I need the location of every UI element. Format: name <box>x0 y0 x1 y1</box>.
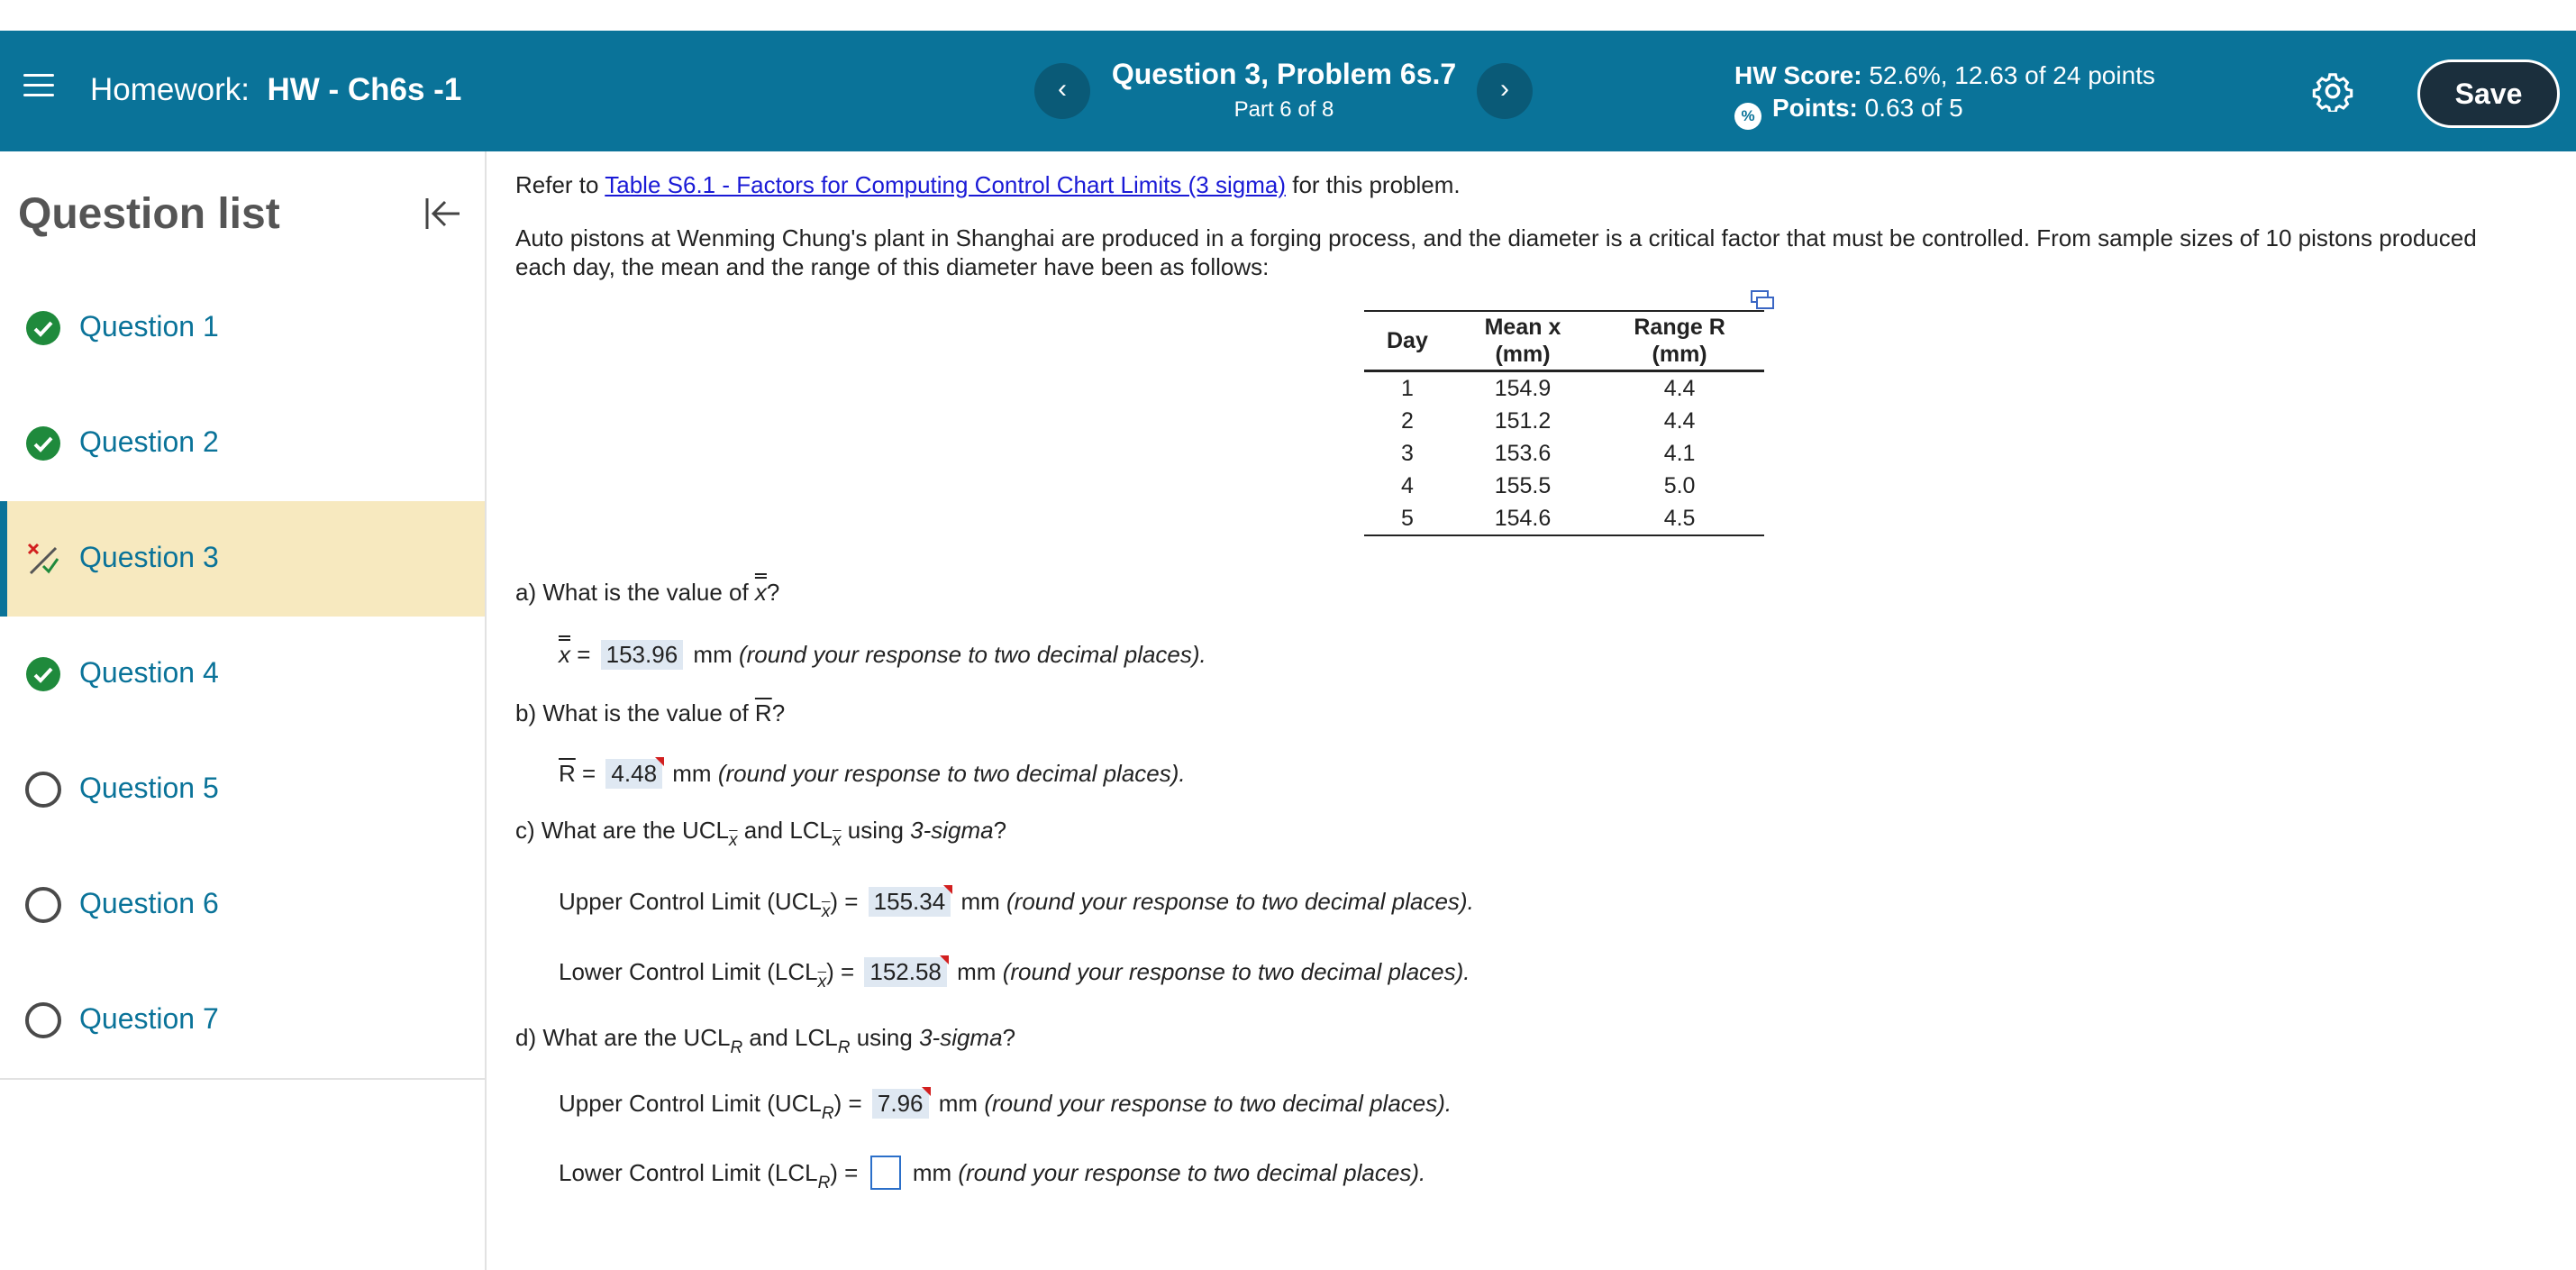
sidebar-item-question-7[interactable] <box>0 963 485 1078</box>
top-strip <box>0 0 2576 31</box>
column-header-range: Range R (mm) <box>1595 311 1764 371</box>
question-list-title: Question list <box>18 190 280 238</box>
next-question-button[interactable]: › <box>1477 63 1533 119</box>
question-d: d) What are the $UCL_R$ and $LCL_R$ using 3-sigma? <box>515 1024 1016 1057</box>
sidebar-item-question-6[interactable] <box>0 847 485 963</box>
collapse-sidebar-icon[interactable] <box>420 191 465 236</box>
question-label: Question 5 <box>79 772 219 804</box>
partial-credit-icon <box>25 541 61 577</box>
question-label: Question 3 <box>79 541 219 573</box>
question-a: a) What is the value of x? <box>515 579 780 606</box>
table-row: 3 153.6 4.1 <box>1400 441 1696 466</box>
menu-icon[interactable] <box>23 74 54 101</box>
answer-a-line: x = 153.96 mm (round your response to two decimal places). <box>559 641 1206 668</box>
answer-c-lcl-value[interactable]: 152.58 <box>864 957 947 987</box>
check-circle-icon <box>25 425 61 461</box>
empty-circle-icon <box>25 1002 61 1038</box>
save-button[interactable]: Save <box>2417 59 2560 128</box>
answer-d-ucl-line: Upper Control Limit $(UCL_R) = 7.96$ mm (round your response to two decimal places). <box>559 1090 1452 1123</box>
table-reference-link[interactable]: Table S6.1 - Factors for Computing Control Chart Limits (3 sigma) <box>605 171 1286 198</box>
partial-score-icon: % <box>1734 103 1761 130</box>
answer-a-value[interactable]: 153.96 <box>601 640 684 670</box>
check-circle-icon <box>25 310 61 346</box>
empty-circle-icon <box>25 772 61 808</box>
question-label: Question 4 <box>79 656 219 689</box>
empty-circle-icon <box>25 887 61 923</box>
table-row: 2 151.2 4.4 <box>1400 408 1696 434</box>
previous-question-button[interactable]: ‹ <box>1034 63 1090 119</box>
data-table <box>1364 310 1764 536</box>
reference-line: Refer to Table S6.1 - Factors for Computing Control Chart Limits (3 sigma) for this problem. <box>515 171 1461 198</box>
question-label: Question 1 <box>79 310 219 343</box>
sidebar-divider <box>0 1078 485 1080</box>
sidebar-item-question-1[interactable] <box>0 270 485 386</box>
column-header-day: Day <box>1364 311 1451 371</box>
table-row: 5 154.6 4.5 <box>1364 502 1764 535</box>
header-bar <box>0 31 2576 151</box>
answer-c-ucl-line: Upper Control Limit $(UCL_{\overline{x}}) = 155.34$ mm (round your response to two decimal places). <box>559 888 1474 921</box>
settings-gear-icon[interactable] <box>2312 70 2353 112</box>
question-part: Part 6 of 8 <box>1233 97 1334 122</box>
sidebar-item-question-5[interactable] <box>0 732 485 847</box>
problem-intro: Auto pistons at Wenming Chung's plant in Shanghai are produced in a forging process, and the diameter is a critical factor that must be controlled. From sample sizes of 10 pistons produced each day, the mean and the range of this diameter have been as follows: <box>515 224 2477 280</box>
question-b: b) What is the value of $\overline{R}$? <box>515 699 786 726</box>
popout-table-icon[interactable] <box>1751 290 1774 310</box>
answer-d-ucl-value[interactable]: 7.96 <box>872 1089 929 1119</box>
question-title: Question 3, Problem 6s.7 <box>1111 58 1457 90</box>
answer-c-lcl-line: Lower Control Limit $(LCL_{\overline{x}}) = 152.58$ mm (round your response to two decimal places). <box>559 958 1470 991</box>
check-circle-icon <box>25 656 61 692</box>
question-c: c) What are the $UCL_{\overline{x}}$ and $LCL_{\overline{x}}$ using 3-sigma? <box>515 817 1007 850</box>
answer-b-value[interactable]: 4.48 <box>605 759 662 789</box>
column-header-mean: Mean x (mm) <box>1451 311 1595 371</box>
question-label: Question 6 <box>79 887 219 919</box>
hw-score: HW Score: 52.6%, 12.63 of 24 points <box>1734 61 2155 89</box>
homework-title: Homework: HW - Ch6s -1 <box>90 72 462 107</box>
answer-c-ucl-value[interactable]: 155.34 <box>869 887 951 917</box>
answer-d-lcl-line: Lower Control Limit $(LCL_R)$ = mm (round your response to two decimal places). <box>559 1156 1425 1193</box>
answer-d-lcl-input[interactable] <box>870 1156 901 1190</box>
sidebar-item-question-3[interactable] <box>0 501 485 617</box>
answer-b-line: $\overline{R} = 4.48$ mm (round your response to two decimal places). <box>559 760 1186 787</box>
table-row: 4 155.5 5.0 <box>1400 473 1696 498</box>
homework-name: HW - Ch6s -1 <box>267 72 462 107</box>
sidebar-item-question-2[interactable] <box>0 386 485 501</box>
question-list-sidebar <box>0 151 487 1270</box>
question-label: Question 2 <box>79 425 219 458</box>
question-label: Question 7 <box>79 1002 219 1035</box>
table-row: 1 154.9 4.4 <box>1400 376 1696 401</box>
sidebar-item-question-4[interactable] <box>0 617 485 732</box>
points: % Points: 0.63 of 5 <box>1734 94 1963 130</box>
